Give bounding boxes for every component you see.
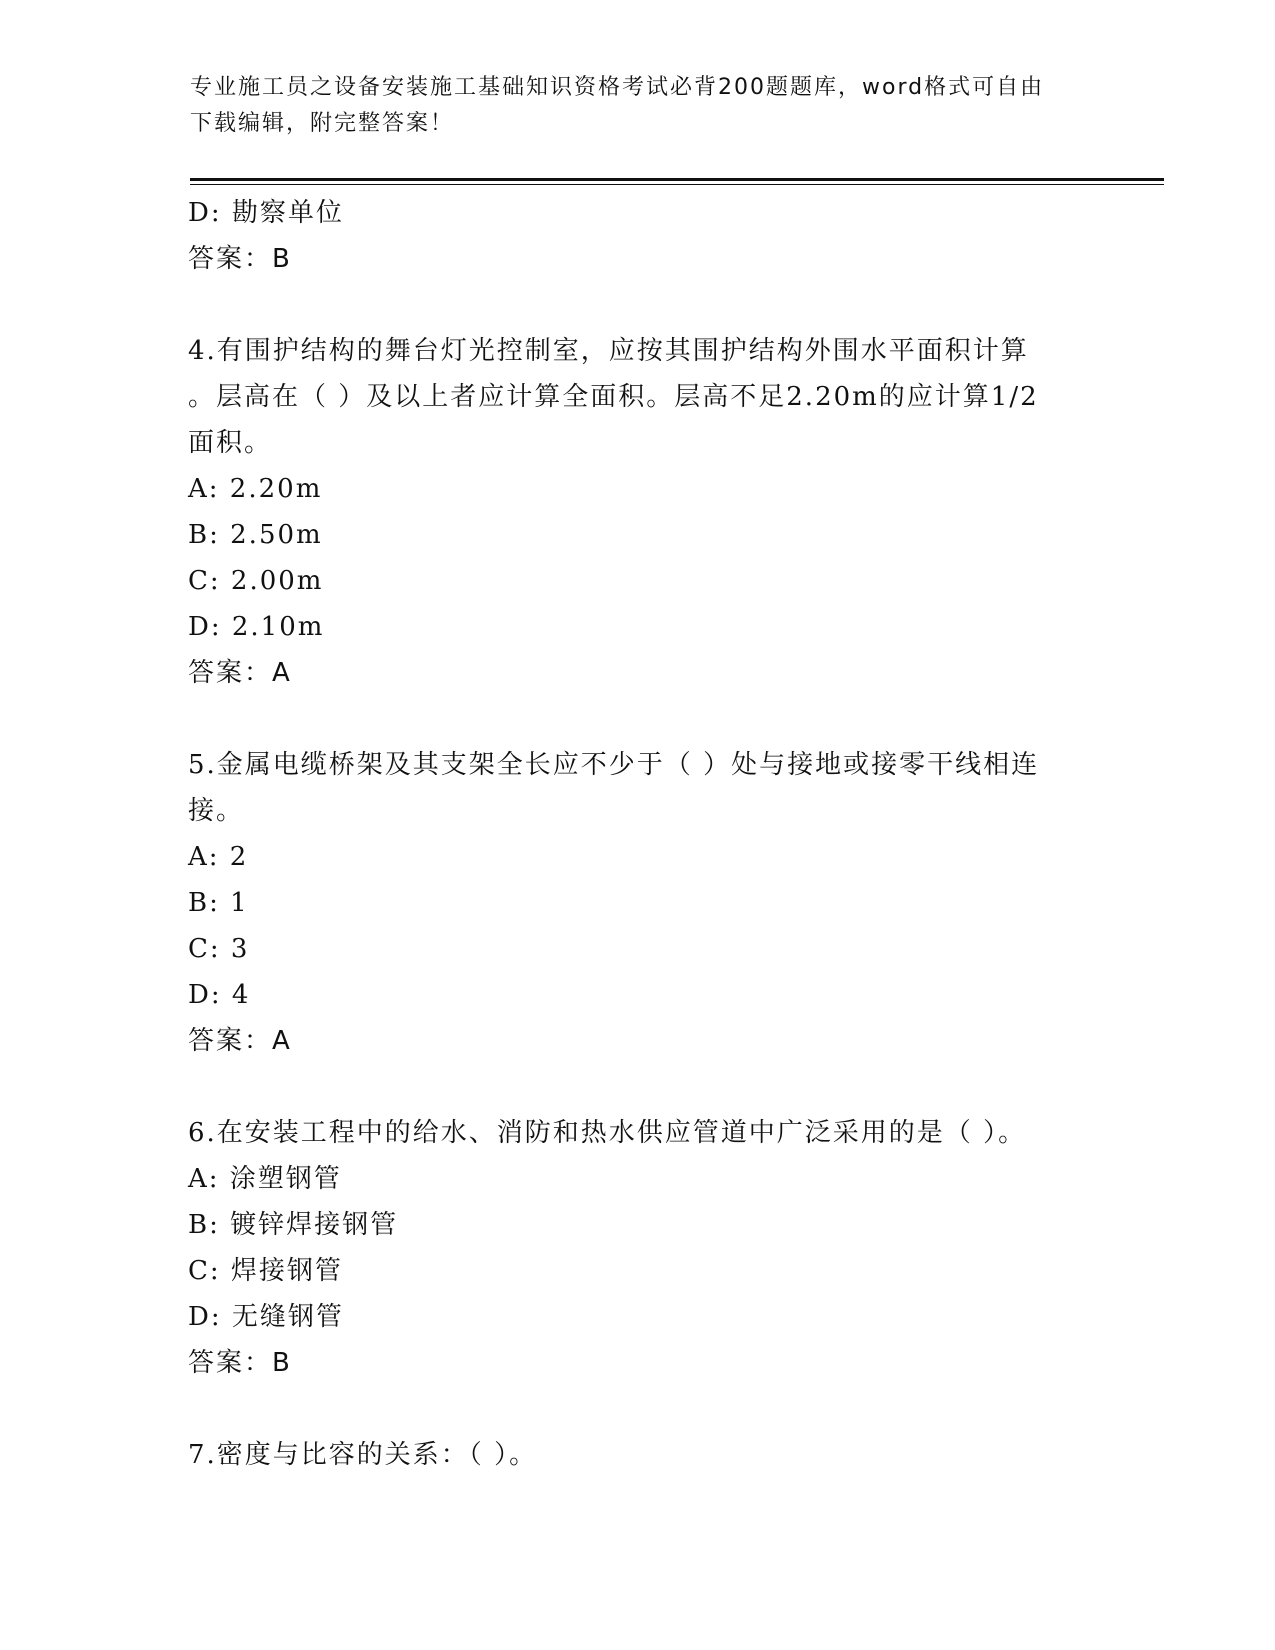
question-6 <box>188 1110 1088 1386</box>
option-d: D: 无缝钢管 <box>188 1302 344 1332</box>
header-title-line-2: 下载编辑，附完整答案！ <box>190 111 455 136</box>
option-b: B: 2.50m <box>188 520 323 550</box>
option-c: C: 焊接钢管 <box>188 1256 343 1286</box>
option-c: C: 2.00m <box>188 566 324 596</box>
option-d: D: 勘察单位 <box>188 198 344 228</box>
answer-label: 答案：B <box>188 244 292 274</box>
question-text-line: 面积。 <box>188 428 273 458</box>
answer-label: 答案：A <box>188 658 292 688</box>
option-a: A: 2.20m <box>188 474 323 504</box>
question-text-line: 6.在安装工程中的给水、消防和热水供应管道中广泛采用的是（ ）。 <box>188 1118 1027 1148</box>
option-c: C: 3 <box>188 934 250 964</box>
option-b: B: 1 <box>188 888 249 918</box>
question-text-line: 接。 <box>188 796 245 826</box>
question-7 <box>188 1432 1088 1478</box>
question-content <box>188 190 1088 1478</box>
header-title-line-1: 专业施工员之设备安装施工基础知识资格考试必背200题题库，word格式可自由 <box>190 75 1045 100</box>
answer-label: 答案：A <box>188 1026 292 1056</box>
option-a: A: 涂塑钢管 <box>188 1164 342 1194</box>
question-4 <box>188 328 1088 696</box>
document-header <box>190 70 1070 142</box>
question-5 <box>188 742 1088 1064</box>
question-text-line: 4.有围护结构的舞台灯光控制室，应按其围护结构外围水平面积计算 <box>188 336 1029 366</box>
option-b: B: 镀锌焊接钢管 <box>188 1210 399 1240</box>
header-divider-thick <box>190 178 1164 181</box>
option-d: D: 2.10m <box>188 612 325 642</box>
previous-question-tail <box>188 190 1088 282</box>
answer-label: 答案：B <box>188 1348 292 1378</box>
question-text-line: 。层高在（ ）及以上者应计算全面积。层高不足2.20m的应计算1/2 <box>188 382 1039 412</box>
question-text-line: 5.金属电缆桥架及其支架全长应不少于（ ）处与接地或接零干线相连 <box>188 750 1040 780</box>
header-divider-thin <box>190 184 1164 185</box>
question-text-line: 7.密度与比容的关系：（ ）。 <box>188 1440 538 1470</box>
option-a: A: 2 <box>188 842 249 872</box>
option-d: D: 4 <box>188 980 251 1010</box>
